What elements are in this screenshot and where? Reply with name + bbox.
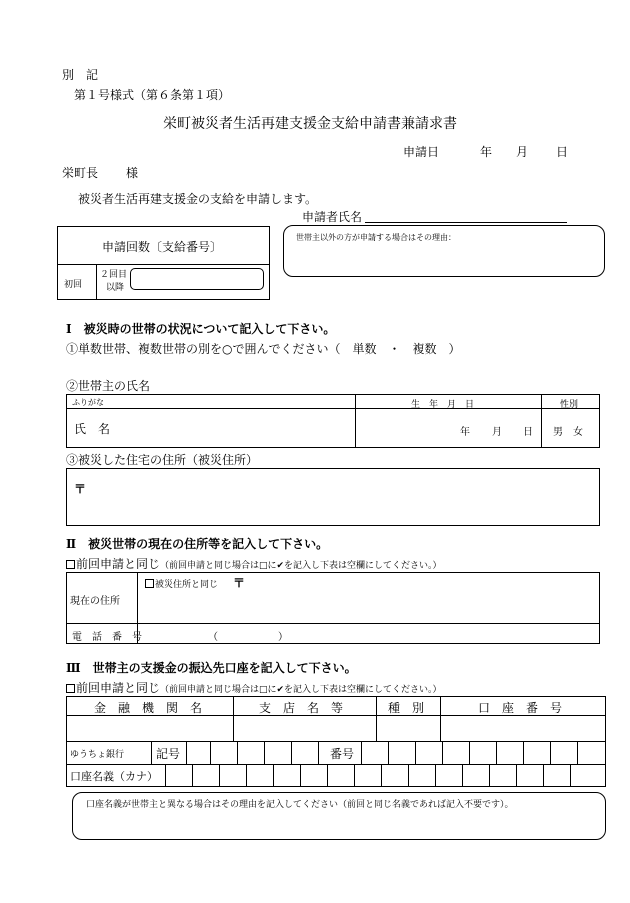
holder-reason-note: 口座名義が世帯主と異なる場合はその理由を記入してください（前回と同じ名義であれば記入不要です）。 <box>86 800 514 810</box>
support-number-input[interactable] <box>130 268 264 290</box>
first-time-label[interactable]: 初回 <box>64 280 83 290</box>
applicant-name-line[interactable] <box>365 222 567 223</box>
same-account-row <box>66 679 442 696</box>
postal-mark: 〒 <box>233 576 246 590</box>
date-month: 月 <box>516 145 529 159</box>
kana-cell[interactable] <box>408 764 409 787</box>
disaster-address-question: ③被災した住宅の住所（被災住所） <box>66 453 259 467</box>
symbol-label: 記号 <box>156 747 181 761</box>
phone-input[interactable]: （ ） <box>208 632 288 643</box>
divider <box>318 741 319 764</box>
birthdate-label: 生 年 月 日 <box>411 400 475 410</box>
digit-cell[interactable] <box>210 741 211 764</box>
kana-cell[interactable] <box>327 764 328 787</box>
furigana-label: ふりがな <box>72 398 104 407</box>
kana-cell[interactable] <box>354 764 355 787</box>
section1-heading: Ⅰ 被災時の世帯の状況について記入して下さい。 <box>66 322 336 336</box>
divider <box>66 741 606 742</box>
head-name-table <box>66 394 600 448</box>
kana-cell[interactable] <box>462 764 463 787</box>
divider <box>440 696 441 741</box>
kana-cell[interactable] <box>273 764 274 787</box>
digit-cell[interactable] <box>577 741 578 764</box>
same-as-previous-note: （前回申請と同じ場合は□に✔を記入し下表は空欄にしてください。） <box>160 561 442 571</box>
digit-cell[interactable] <box>469 741 470 764</box>
honorific: 様 <box>126 166 139 180</box>
kana-cell[interactable] <box>300 764 301 787</box>
digit-cell[interactable] <box>496 741 497 764</box>
branch-label: 支 店 名 等 <box>259 701 344 715</box>
same-as-disaster-row <box>145 577 218 590</box>
account-number-label: 口 座 番 号 <box>478 701 563 715</box>
number-label: 番号 <box>330 747 355 761</box>
divider <box>66 764 606 765</box>
head-name-question: ②世帯主の氏名 <box>66 379 151 393</box>
divider <box>186 741 187 764</box>
same-as-disaster-checkbox[interactable] <box>145 579 154 588</box>
divider <box>376 696 377 741</box>
divider <box>233 696 234 741</box>
divider <box>66 623 600 624</box>
kana-cell[interactable] <box>516 764 517 787</box>
divider <box>361 741 362 764</box>
household-type-question[interactable]: ①単数世帯、複数世帯の別を○で囲んでください（ 単数 ・ 複数 ） <box>66 342 461 356</box>
yucho-bank-label: ゆうちょ銀行 <box>70 750 125 760</box>
phone-label: 電 話 番 号 <box>72 632 142 643</box>
divider <box>151 741 152 764</box>
digit-cell[interactable] <box>415 741 416 764</box>
date-day: 日 <box>556 145 569 159</box>
same-account-note: （前回申請と同じ場合は□に✔を記入し下表は空欄にしてください。） <box>160 685 442 695</box>
gender-options[interactable]: 男 女 <box>553 427 583 438</box>
reason-label: 世帯主以外の方が申請する場合はその理由： <box>296 233 456 242</box>
divider <box>541 394 542 448</box>
kana-cell[interactable] <box>192 764 193 787</box>
divider <box>96 264 97 300</box>
kana-cell[interactable] <box>543 764 544 787</box>
kana-cell[interactable] <box>246 764 247 787</box>
divider <box>66 408 600 409</box>
digit-cell[interactable] <box>291 741 292 764</box>
form-number: 第１号様式（第６条第１項） <box>74 88 231 102</box>
same-as-previous-checkbox[interactable] <box>66 560 75 569</box>
applicant-name-label: 申請者氏名 <box>302 210 363 224</box>
divider <box>355 394 356 448</box>
kana-cell[interactable] <box>570 764 571 787</box>
birth-month: 月 <box>492 427 502 438</box>
annex-label: 別 記 <box>62 68 99 82</box>
addressee: 栄町長 <box>62 166 99 180</box>
postal-mark: 〒 <box>74 482 87 496</box>
date-label: 申請日 <box>403 145 440 159</box>
kana-cell[interactable] <box>435 764 436 787</box>
second-time-label-2: 以降 <box>106 283 125 293</box>
account-holder-label: 口座名義（カナ） <box>70 770 158 783</box>
bank-name-label: 金 融 機 関 名 <box>94 701 203 715</box>
current-address-label: 現在の住所 <box>70 596 120 607</box>
name-label: 氏 名 <box>74 422 111 436</box>
digit-cell[interactable] <box>264 741 265 764</box>
same-as-disaster-label: 被災住所と同じ <box>155 580 219 590</box>
date-year: 年 <box>480 145 493 159</box>
same-as-previous-label: 前回申請と同じ <box>76 557 161 571</box>
digit-cell[interactable] <box>388 741 389 764</box>
count-box-title: 申請回数〔支給番号〕 <box>102 240 223 254</box>
section3-heading: Ⅲ 世帯主の支援金の振込先口座を記入して下さい。 <box>66 661 357 675</box>
intro-text: 被災者生活再建支援金の支給を申請します。 <box>78 192 318 206</box>
gender-label: 性別 <box>560 400 579 410</box>
section2-heading: Ⅱ 被災世帯の現在の住所等を記入して下さい。 <box>66 537 329 551</box>
kana-cell[interactable] <box>489 764 490 787</box>
page-title: 栄町被災者生活再建支援金支給申請書兼請求書 <box>163 116 457 132</box>
divider <box>57 264 270 265</box>
kana-cell[interactable] <box>381 764 382 787</box>
digit-cell[interactable] <box>523 741 524 764</box>
digit-cell[interactable] <box>550 741 551 764</box>
digit-cell[interactable] <box>237 741 238 764</box>
account-type-label: 種 別 <box>388 701 425 715</box>
second-time-label: ２回目 <box>100 270 128 280</box>
divider <box>165 764 166 787</box>
birth-day: 日 <box>523 427 533 438</box>
disaster-address-input[interactable] <box>66 468 600 526</box>
kana-cell[interactable] <box>219 764 220 787</box>
same-account-checkbox[interactable] <box>66 684 75 693</box>
digit-cell[interactable] <box>442 741 443 764</box>
same-as-previous-row <box>66 555 442 572</box>
birth-year: 年 <box>460 427 470 438</box>
same-account-label: 前回申請と同じ <box>76 681 161 695</box>
